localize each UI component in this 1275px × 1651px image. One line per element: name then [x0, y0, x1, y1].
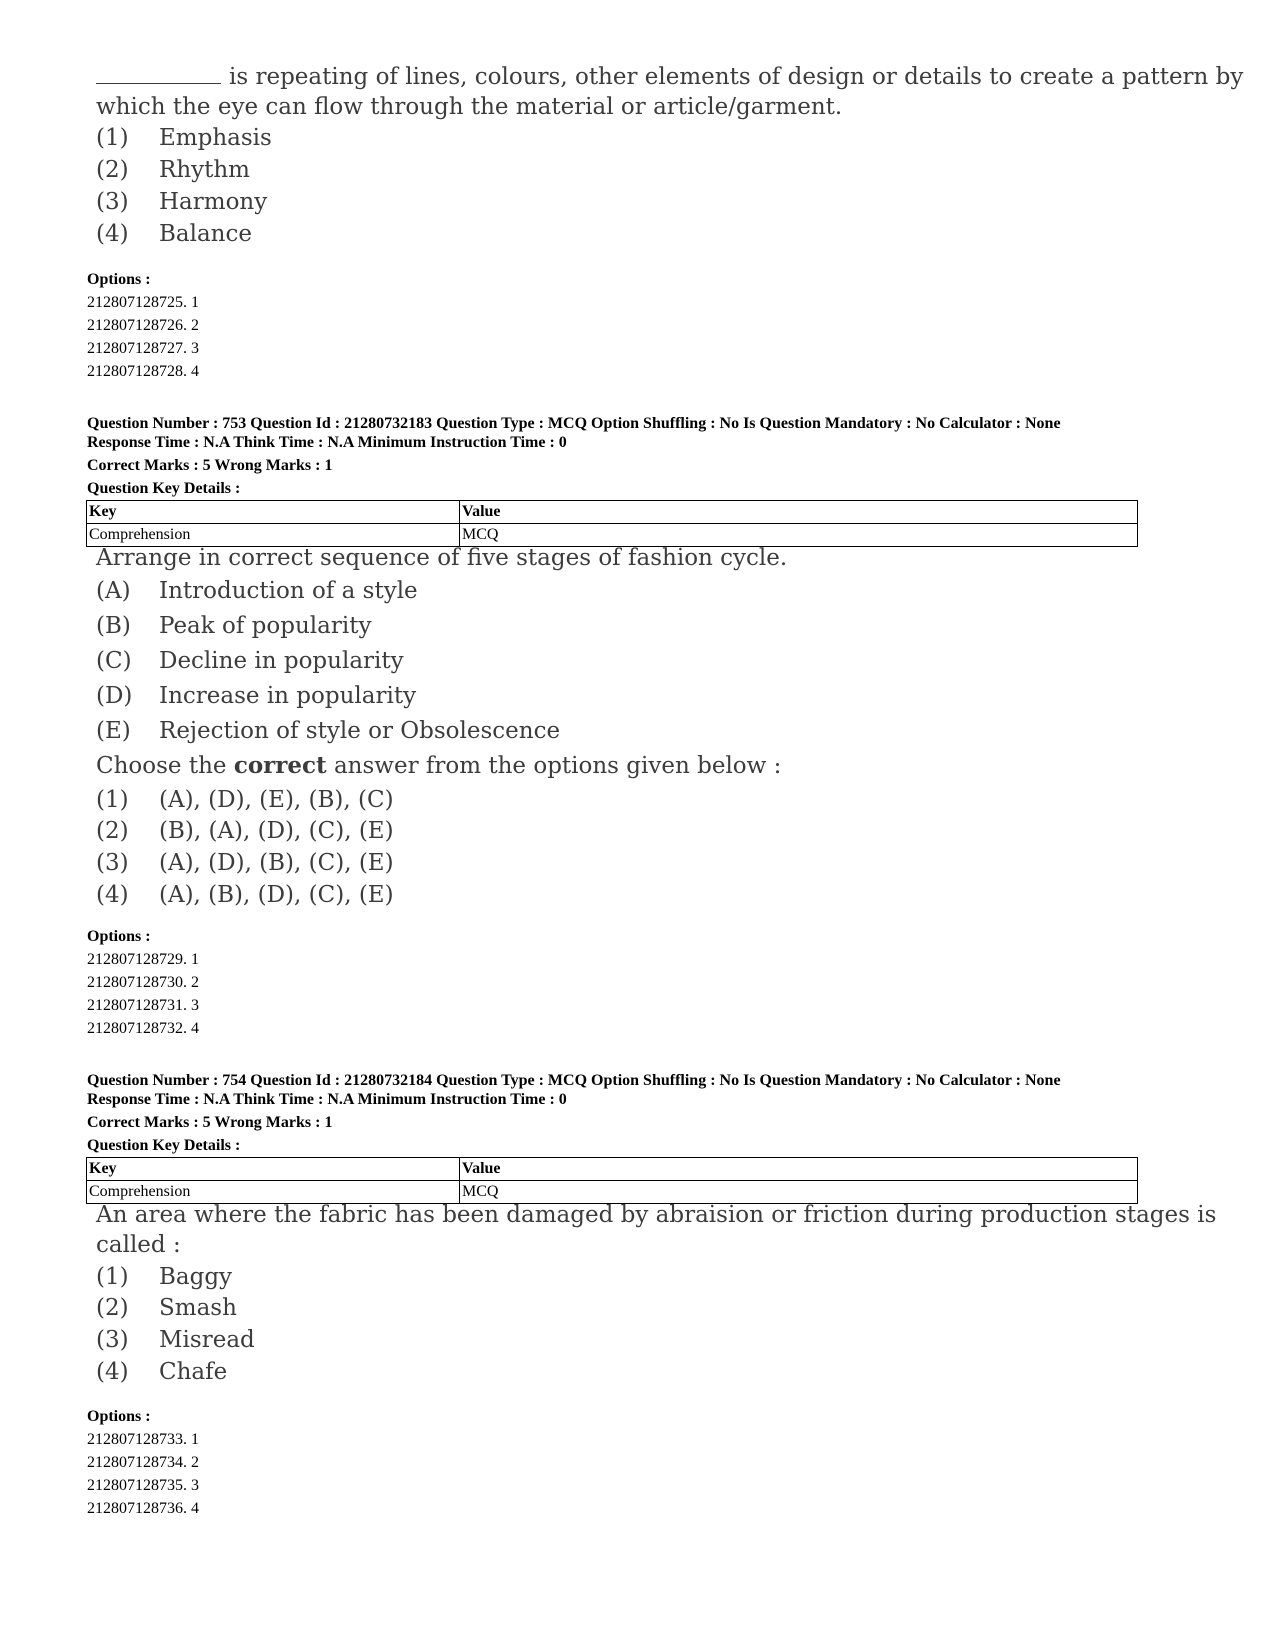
option-id: 212807128732. 4: [87, 1020, 199, 1037]
question-header: Question Number : 754 Question Id : 21280732184 Question Type : MCQ Option Shuffling : No Is Question Mandatory : No Calculator : None: [87, 1072, 1061, 1089]
choose-instruction: Choose the correct answer from the options given below :: [96, 752, 782, 779]
question-752-image: is repeating of lines, colours, other elements of design or details to create a pattern by which the eye can flow through the material or article/garment. (1) Emphasis (2) Rhythm (3) Harmony (4) Balance: [96, 64, 1244, 247]
question-timing: Response Time : N.A Think Time : N.A Minimum Instruction Time : 0: [87, 434, 567, 451]
option-id: 212807128730. 2: [87, 974, 199, 991]
value-cell: MCQ: [460, 524, 1138, 547]
option-id: 212807128734. 2: [87, 1454, 199, 1471]
key-header: Key: [87, 1158, 460, 1181]
key-details-label: Question Key Details :: [87, 1137, 241, 1154]
option-id: 212807128727. 3: [87, 340, 199, 357]
value-cell: MCQ: [460, 1181, 1138, 1204]
options-label: Options :: [87, 1408, 151, 1425]
key-header: Key: [87, 501, 460, 524]
value-header: Value: [460, 501, 1138, 524]
option-id: 212807128725. 1: [87, 294, 199, 311]
question-stem: An area where the fabric has been damaged by abraision or friction during production stages is: [96, 1202, 1217, 1228]
options-label: Options :: [87, 271, 151, 288]
question-stem-continued: which the eye can flow through the material or article/garment.: [96, 94, 843, 120]
options-label: Options :: [87, 928, 151, 945]
option-id: 212807128728. 4: [87, 363, 199, 380]
question-marks: Correct Marks : 5 Wrong Marks : 1: [87, 1114, 333, 1131]
question-key-table: [86, 500, 1138, 547]
option-id: 212807128735. 3: [87, 1477, 199, 1494]
option-id: 212807128736. 4: [87, 1500, 199, 1517]
question-stem-continued: called :: [96, 1232, 181, 1258]
option-id: 212807128729. 1: [87, 951, 199, 968]
option-id: 212807128733. 1: [87, 1431, 199, 1448]
option-id: 212807128726. 2: [87, 317, 199, 334]
question-marks: Correct Marks : 5 Wrong Marks : 1: [87, 457, 333, 474]
key-cell: Comprehension: [87, 524, 460, 547]
value-header: Value: [460, 1158, 1138, 1181]
question-key-table: [86, 1157, 1138, 1204]
option-id: 212807128731. 3: [87, 997, 199, 1014]
question-stem: is repeating of lines, colours, other elements of design or details to create a pattern by: [96, 62, 1243, 92]
question-timing: Response Time : N.A Think Time : N.A Minimum Instruction Time : 0: [87, 1091, 567, 1108]
question-stem: Arrange in correct sequence of five stages of fashion cycle.: [96, 545, 788, 571]
key-cell: Comprehension: [87, 1181, 460, 1204]
question-753-image: Arrange in correct sequence of five stages of fashion cycle. (A) Introduction of a style (B) Peak of popularity (C) Decline in popularity (D) Increase in popularity (E) Rejection of style or Obsolescence Choose the correct answer from the options given below : (1) (A), (D), (E), (B), (C) (2) (B), (A), (D), (C), (E) (3) (A), (D), (B), (C), (E) (4) (A), (B), (D), (C), (E): [96, 545, 788, 908]
key-details-label: Question Key Details :: [87, 480, 241, 497]
question-header: Question Number : 753 Question Id : 21280732183 Question Type : MCQ Option Shuffling : No Is Question Mandatory : No Calculator : None: [87, 415, 1061, 432]
fill-blank: [96, 63, 221, 84]
question-754-image: An area where the fabric has been damaged by abraision or friction during production stages is called : (1) Baggy (2) Smash (3) Misread (4) Chafe: [96, 1202, 1217, 1385]
